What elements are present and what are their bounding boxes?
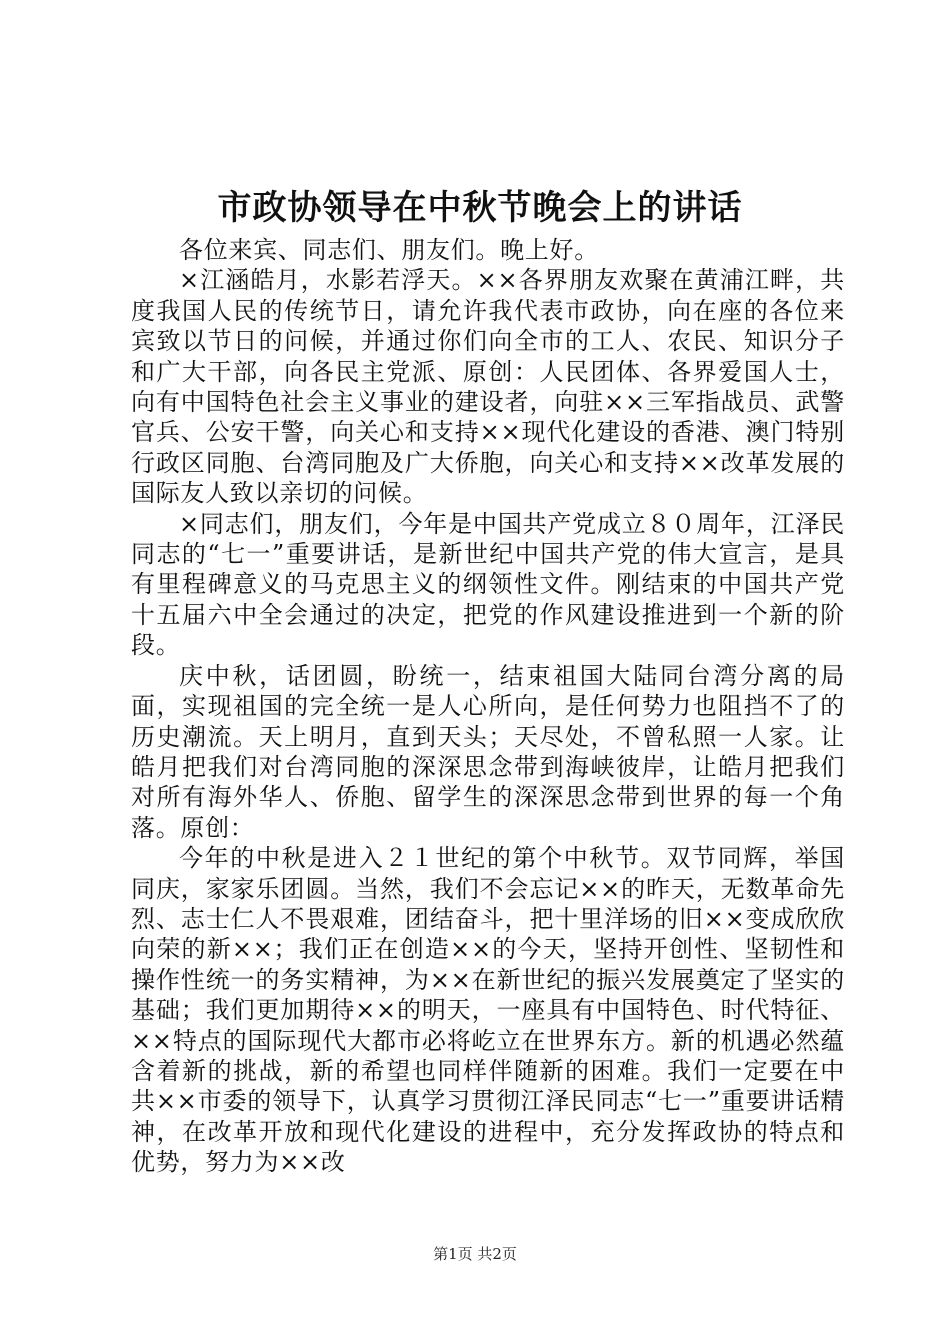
paragraph-reunification: 庆中秋，话团圆，盼统一，结束祖国大陆同台湾分离的局面，实现祖国的完全统一是人心所向，是任何势力也阻挡不了的历史潮流。天上明月，直到天头；天尽处，不曾私照一人家。让皓月把我们对台湾同胞的深深思念带到海峡彼岸，让皓月把我们对所有海外华人、侨胞、留学生的深深思念带到世界的每一个角落。原创：	[131, 661, 845, 842]
paragraph-party-anniversary: ×同志们，朋友们，今年是中国共产党成立８０周年，江泽民同志的“七一”重要讲话，是新世纪中国共产党的伟大宣言，是具有里程碑意义的马克思主义的纲领性文件。刚结束的中国共产党十五届六中全会通过的决定，把党的作风建设推进到一个新的阶段。	[131, 509, 845, 660]
paragraph-festival-greetings: ×江涵皓月，水影若浮天。××各界朋友欢聚在黄浦江畔，共度我国人民的传统节日，请允许我代表市政协，向在座的各位来宾致以节日的问候，并通过你们向全市的工人、农民、知识分子和广大干部，向各民主党派、原创：人民团体、各界爱国人士，向有中国特色社会主义事业的建设者，向驻××三军指战员、武警官兵、公安干警，向关心和支持××现代化建设的香港、澳门特别行政区同胞、台湾同胞及广大侨胞，向关心和支持××改革发展的国际友人致以亲切的问候。	[131, 266, 845, 508]
document-title: 市政协领导在中秋节晚会上的讲话	[217, 188, 743, 228]
page-number-footer: 第1页 共2页	[433, 1245, 517, 1263]
paragraph-greeting: 各位来宾、同志们、朋友们。晚上好。	[179, 236, 599, 264]
paragraph-new-century: 今年的中秋是进入２１世纪的第个中秋节。双节同辉，举国同庆，家家乐团圆。当然，我们不会忘记××的昨天，无数革命先烈、志士仁人不畏艰难，团结奋斗，把十里洋场的旧××变成欣欣向荣的新××；我们正在创造××的今天，坚持开创性、坚韧性和操作性统一的务实精神，为××在新世纪的振兴发展奠定了坚实的基础；我们更加期待××的明天，一座具有中国特色、时代特征、××特点的国际现代大都市必将屹立在世界东方。新的机遇必然蕴含着新的挑战，新的希望也同样伴随新的困难。我们一定要在中共××市委的领导下，认真学习贯彻江泽民同志“七一”重要讲话精神，在改革开放和现代化建设的进程中，充分发挥政协的特点和优势，努力为××改	[131, 844, 845, 1177]
document-body	[131, 235, 845, 1178]
